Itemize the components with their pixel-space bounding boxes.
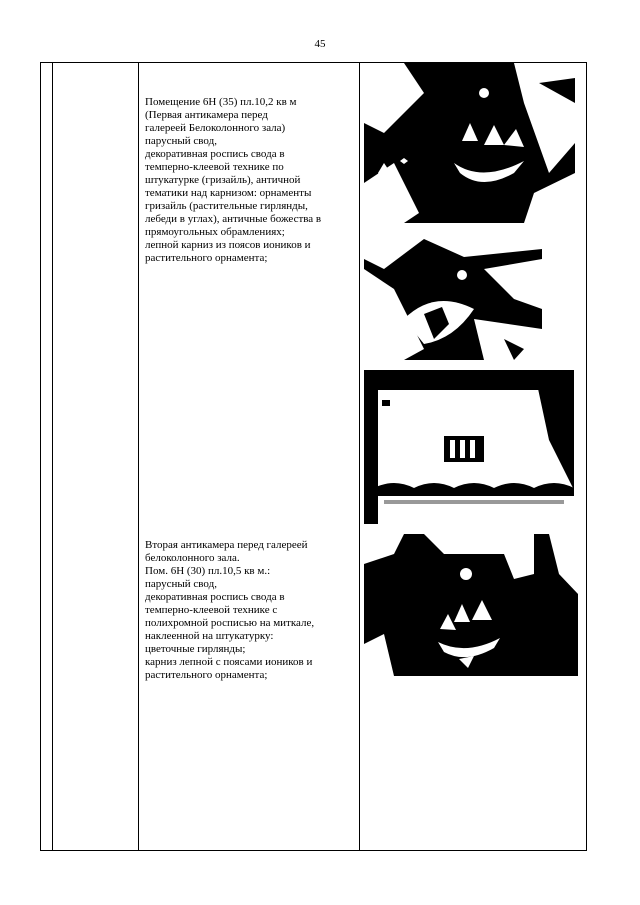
table-col-border-4 [359,62,360,851]
page-number: 45 [314,38,326,50]
ceiling-photo [364,534,578,676]
entry-description: Вторая антикамера перед галереей белоколонного зала. Пом. 6Н (30) пл.10,5 кв м.: парусный свод, декоративная роспись свода в темперно-клеевой технике с полихромной росписью на миткале, наклеенной на штукатурку: цветочные гирлянды; карниз лепной с поясами иоников и растительного орнамента; [145,539,315,681]
ceiling-photo [364,229,542,360]
entry-description: Помещение 6Н (35) пл.10,2 кв м (Первая антикамера перед галереей Белоколонного зала) парусный свод, декоративная роспись свода в темперно-клеевой технике по штукатурке (гризайль), античной тематики над карнизом: орнаменты гризайль (растительные гирлянды, лебеди в углах), античные божества в прямоугольных обрамлениях; лепной карниз из поясов иоников и растительного орнамента; [145,96,322,264]
table-col-border-2 [52,62,53,851]
ceiling-photo [364,63,575,223]
ceiling-photo [364,370,574,524]
table-col-border-3 [138,62,139,851]
table-bottom-border [40,850,587,851]
table-col-border-1 [40,62,41,851]
table-col-border-5 [586,62,587,851]
